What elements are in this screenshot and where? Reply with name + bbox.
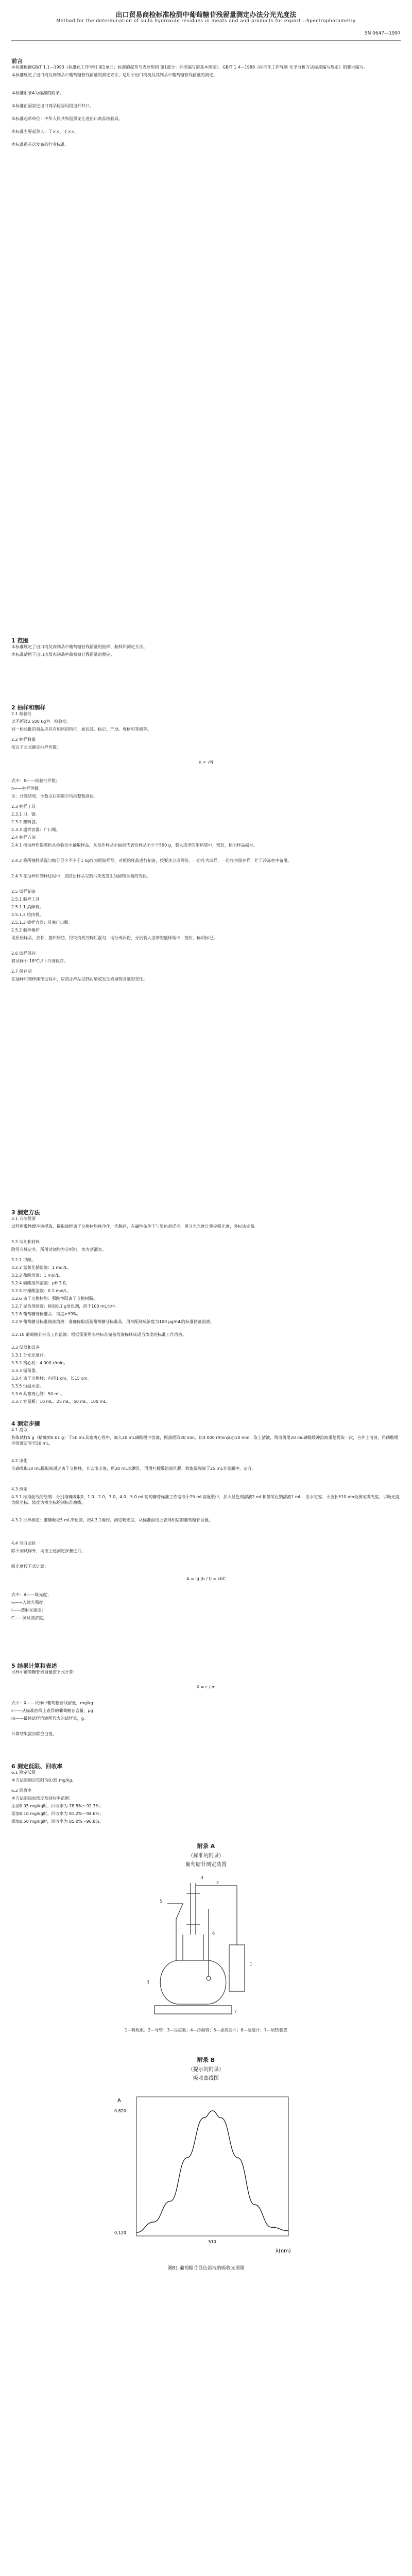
paragraph: 本标准由国家进出口商品检验局提出并归口。: [11, 104, 94, 108]
paragraph: 本标准根据GB/T 1.1—1993《标准化工作导则 第1单元：标准的起草与表述规则 第1部分：标准编写的基本规定》、GB/T 1.4—1988《标准化工作导则 化学分析方法标准编写规定》的要求编写。: [11, 65, 368, 70]
paragraph: 2.5.1.3 盛样容器：具塞广口瓶。: [11, 920, 73, 925]
paragraph: 3.1 方法提要: [11, 1216, 36, 1221]
paragraph: 4.3 测定: [11, 1487, 28, 1492]
section-heading-s3: 3 测定方法: [11, 1209, 40, 1216]
formula-absorbance: A = lg (I₀ / I) = εbC: [186, 1577, 226, 1581]
section-heading-pre: 前言: [11, 58, 23, 64]
paragraph: 2.6 试样保存: [11, 951, 36, 956]
appendix-b-name: 吸收曲线图: [193, 2076, 219, 2081]
paragraph: C——测试液浓度。: [11, 1616, 47, 1620]
appendix-a-label: （标准的附录）: [188, 1853, 224, 1859]
apparatus-diagram: [118, 1873, 294, 2022]
paragraph: 在抽样和制样操作过程中，应防止样品受到污染或发生残留物含量的变化。: [11, 977, 147, 981]
paragraph: 3.2.5 柠檬酸溶液：0.1 mol/L。: [11, 1289, 72, 1293]
paragraph: 添加0.05 mg/kg时，回收率为 78.5%～92.3%；: [11, 1804, 104, 1808]
paragraph: 2.5 试样制备: [11, 889, 36, 894]
appendix-b-caption: 图B1 葡萄糖苷显色溶液的吸收光谱图: [167, 2266, 245, 2271]
paragraph: c——从标准曲线上查得的葡萄糖苷含量，μg；: [11, 1708, 97, 1713]
appendix-a-legend: 1—吸收瓶；2—导管；3—反应瓶；4—冷凝管；5—加液漏斗；6—温度计；7—加热装置: [125, 2028, 287, 2032]
paragraph: 3.2 试剂和材料: [11, 1240, 40, 1244]
paragraph: 3.3 仪器和设备: [11, 1345, 40, 1350]
paragraph: 以不超过2 500 kg为一检验批。: [11, 719, 71, 724]
plot-frame: [136, 2097, 288, 2236]
paragraph: m——最终试样溶液所代表的试样量，g。: [11, 1716, 88, 1721]
y-tick-bottom: 0.120: [114, 2230, 126, 2235]
paragraph: 计算结果需扣除空白值。: [11, 1732, 57, 1736]
paragraph: 式中：A——吸光度；: [11, 1592, 52, 1597]
svg-text:1: 1: [250, 1962, 253, 1967]
paragraph: 同一检验批的商品应具有相同的特征，如包装、标记、产地、规格和等级等。: [11, 727, 151, 732]
paragraph: 3.2.9 葡萄糖苷标准储备溶液：准确称取适量葡萄糖苷标准品，用水配制成浓度为100 μg/mL的标准储备溶液。: [11, 1319, 214, 1324]
paragraph: 本标准主要起草人：于××、王××。: [11, 129, 79, 134]
paragraph: 取原始样品，去骨、筋和脂肪，经绞肉机绞碎后混匀，均分成两份，分别装入洁净的盛样瓶中，密封，标明标记。: [11, 936, 217, 940]
paragraph: 2.3.3 盛样容器：广口瓶。: [11, 827, 60, 832]
svg-text:2: 2: [216, 1880, 219, 1885]
section-heading-s4: 4 测定步骤: [11, 1420, 40, 1427]
paragraph: 本标准系首次发布的行业标准。: [11, 142, 69, 147]
paragraph: 3.2.3 盐酸溶液：1 mol/L。: [11, 1273, 63, 1278]
paragraph: 2.1 检验批: [11, 711, 32, 716]
paragraph: 3.3.3 振荡器。: [11, 1368, 40, 1373]
formula-result: X = c / m: [196, 1685, 216, 1689]
paragraph: 注：计算结果，小数点后的数字均向整数进位。: [11, 794, 98, 799]
svg-text:7: 7: [234, 2009, 237, 2014]
paragraph: 本标准附录A为标准的附录。: [11, 91, 64, 95]
svg-text:4: 4: [201, 1875, 204, 1880]
paragraph: 吸光度按下式计算：: [11, 1564, 48, 1569]
paragraph: 2.4.1 按抽样件数随机从检验批中抽取样品，从每件样品中抽取代表性样品不少于500 g，装入洁净的塑料袋中，密封，标明样品编号。: [11, 843, 258, 848]
svg-text:6: 6: [212, 1931, 215, 1936]
paragraph: 2.2 抽样数量: [11, 737, 36, 742]
paragraph: I₀——入射光强度；: [11, 1600, 47, 1605]
section-heading-s1: 1 范围: [11, 637, 29, 644]
y-axis-label: A: [117, 2098, 121, 2104]
paragraph: 除另有规定外，所用试剂均为分析纯，水为蒸馏水。: [11, 1247, 106, 1252]
formula-sample-size: n = √N: [199, 760, 213, 765]
appendix-a-heading: 附录 A: [197, 1843, 215, 1850]
paragraph: I——透射光强度；: [11, 1608, 46, 1613]
paragraph: 2.5.2 制样操作: [11, 928, 40, 933]
paragraph: 本标准适用于出口肉及肉制品中葡萄糖苷残留量的测定。: [11, 652, 114, 657]
paragraph: 本方法的测定低限为0.05 mg/kg。: [11, 1778, 76, 1783]
section-heading-s2: 2 抽样和制样: [11, 704, 46, 711]
paragraph: 3.2.10 葡萄糖苷标准工作溶液：根据需要用水将标准储备溶液稀释成适当浓度的标准工作溶液。: [11, 1332, 186, 1337]
paragraph: 3.2.8 葡萄糖苷标准品：纯度≥99%。: [11, 1312, 81, 1316]
paragraph: 2.3 抽样工具: [11, 804, 36, 809]
paragraph: 试样中葡萄糖苷残留量按下式计算：: [11, 1670, 77, 1674]
header-divider: [11, 40, 401, 41]
paragraph: 将试样于-18℃以下冷冻保存。: [11, 959, 68, 963]
svg-text:5: 5: [160, 1899, 163, 1904]
paragraph: 按以下公式确定抽样件数：: [11, 745, 61, 750]
paragraph: 3.3.2 离心机：4 000 r/min。: [11, 1361, 68, 1365]
paragraph: 3.2.2 氢氧化钠溶液：1 mol/L。: [11, 1265, 72, 1270]
paragraph: 本标准规定了出口肉及肉制品中葡萄糖苷残留量的测定方法，适用于出口肉类及其制品中葡萄糖苷残留量的测定。: [11, 73, 217, 77]
paragraph: 2.4 抽样方法: [11, 835, 36, 840]
paragraph: 3.2.6 离子交换树脂：强酸性阳离子交换树脂。: [11, 1296, 97, 1301]
paragraph: 称取试样5 g（精确到0.01 g）于50 mL具塞离心管中，加入20 mL磷酸缓冲溶液，振荡提取30 min，以4 000 r/min离心10 min，取上清液，残渣再用20 mL磷酸缓冲溶液重复提取一次，合并上清液，用磷酸缓冲溶液定容至50 mL。: [11, 1435, 399, 1446]
paragraph: 添加0.10 mg/kg时，回收率为 81.2%～94.6%；: [11, 1811, 104, 1816]
paragraph: 6.1 测定低限: [11, 1770, 36, 1775]
absorption-curve: [136, 2111, 288, 2232]
appendix-a-name: 葡萄糖苷测定装置: [185, 1862, 227, 1868]
paragraph: n——抽样件数。: [11, 786, 43, 791]
paragraph: 式中：X——试样中葡萄糖苷残留量，mg/kg；: [11, 1701, 97, 1705]
paragraph: 4.2 净化: [11, 1459, 28, 1463]
paragraph: 除不加试样外，均按上述测定步骤进行。: [11, 1549, 85, 1553]
y-tick-top: 0.820: [114, 2109, 126, 2113]
x-axis-label: λ(nm): [276, 2248, 291, 2254]
paragraph: 3.2.4 磷酸缓冲溶液：pH 3.0。: [11, 1281, 70, 1285]
appendix-b-heading: 附录 B: [197, 2057, 215, 2063]
paragraph: 添加0.50 mg/kg时，回收率为 85.0%～96.8%。: [11, 1819, 104, 1824]
paragraph: 2.4.3 在抽样和制样过程中，应防止样品受到污染或发生残留物含量的变化。: [11, 874, 151, 878]
document-subtitle: Method for the determination of sulfa hydroxide residues in meats and and products for export --Spectrophotometry: [56, 19, 356, 24]
paragraph: 3.3.7 容量瓶：10 mL、25 mL、50 mL、100 mL。: [11, 1399, 110, 1404]
paragraph: 4.1 提取: [11, 1428, 28, 1432]
appendix-b-label: （提示的附录）: [188, 2067, 224, 2073]
paragraph: 3.3.4 离子交换柱：内径1 cm，长15 cm。: [11, 1376, 92, 1381]
paragraph: 2.3.1 刀、锯。: [11, 812, 40, 817]
paragraph: 3.2.1 甲醇。: [11, 1258, 36, 1262]
paragraph: 本标准规定了出口肉及肉制品中葡萄糖苷残留量的抽样、制样和测定方法。: [11, 645, 147, 649]
paragraph: 本标准起草单位：中华人民共和国黑龙江进出口商品检验局。: [11, 116, 123, 121]
paragraph: 试样用酸性缓冲液提取，提取液经离子交换树脂柱净化，洗脱后，在碱性条件下与显色剂反应，用分光光度计测定吸光度，外标法定量。: [11, 1224, 259, 1229]
paragraph: 2.3.2 塑料袋。: [11, 820, 40, 824]
paragraph: 2.5.1 制样工具: [11, 897, 40, 902]
paragraph: 2.7 保存期: [11, 969, 32, 974]
paragraph: 4.4 空白试验: [11, 1541, 36, 1546]
paragraph: 2.5.1.2 绞肉机。: [11, 912, 44, 917]
paragraph: 3.3.6 具塞离心管：50 mL。: [11, 1392, 65, 1396]
section-heading-s6: 6 测定低限、回收率: [11, 1763, 63, 1770]
paragraph: 4.3.2 试样测定：准确吸取5 mL净化液，按4.3.1操作，测定吸光度，从标准曲线上查得相应的葡萄糖苷含量。: [11, 1518, 213, 1522]
paragraph: 式中：N——检验批件数；: [11, 778, 60, 783]
paragraph: 6.2 回收率: [11, 1788, 32, 1793]
paragraph: 2.4.2 将所抽样品混匀缩分至少不少于1 kg作为原始样品，对原始样品进行制备，按要求分成两份，一份作为试样，一份作为留存样，贮于冷冻柜中备用。: [11, 858, 292, 863]
paragraph: 3.2.7 显色剂溶液：称取0.1 g显色剂，溶于100 mL水中。: [11, 1304, 119, 1309]
section-heading-s5: 5 结果计算和表述: [11, 1663, 57, 1669]
paragraph: 4.3.1 标准曲线的绘制：分别准确吸取0、1.0、2.0、3.0、4.0、5.0 mL葡萄糖苷标准工作溶液于25 mL容量瓶中，加入显色剂溶液2 mL和氢氧化钠溶液1 mL，用水定容，于波长510 nm处测定吸光度，以吸光度为纵坐标、浓度为横坐标绘制标准曲线。: [11, 1495, 400, 1505]
svg-text:3: 3: [147, 1980, 150, 1985]
absorption-chart: [113, 2087, 299, 2257]
paragraph: 3.3.5 恒温水浴。: [11, 1384, 44, 1388]
document-title: 出口贸易商检标准检测中葡萄糖苷残留量测定办法分光光度法: [115, 11, 297, 19]
x-tick-peak: 510: [208, 2240, 216, 2244]
paragraph: 2.5.1.1 捣碎机。: [11, 905, 44, 909]
paragraph: 本方法的添加浓度及回收率范围：: [11, 1796, 73, 1801]
standard-code: SN 0647—1997: [364, 31, 401, 36]
paragraph: 3.3.1 分光光度计。: [11, 1353, 48, 1358]
paragraph: 准确吸取10 mL提取液通过离子交换柱，弃去流出液，用20 mL水淋洗，再用柠檬酸溶液洗脱，收集洗脱液于25 mL容量瓶中，定容。: [11, 1466, 256, 1471]
